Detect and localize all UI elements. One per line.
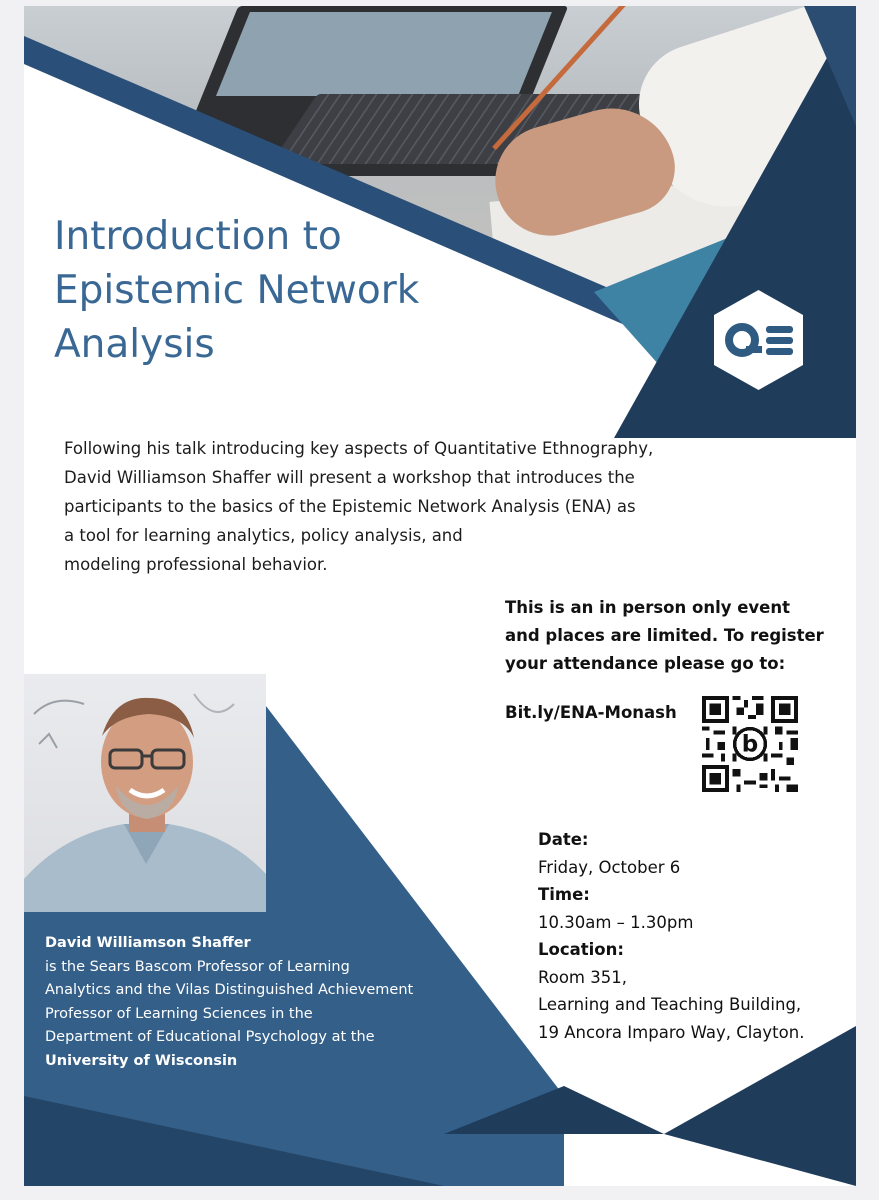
location-label: Location: [538, 940, 624, 959]
register-line: your attendance please go to: [505, 654, 786, 673]
intro-line: Following his talk introducing key aspects of Quantitative Ethnography, [64, 439, 654, 458]
bottom-right-triangle [664, 1026, 856, 1186]
qr-code-icon[interactable] [702, 696, 798, 792]
qe-logo-icon [711, 288, 806, 392]
date-value: Friday, October 6 [538, 857, 681, 877]
title-line: Introduction to [54, 214, 342, 259]
speaker-bio [45, 932, 485, 1073]
register-line: This is an in person only event [505, 598, 791, 617]
time-label: Time: [538, 885, 590, 904]
location-line: 19 Ancora Imparo Way, Clayton. [538, 1022, 805, 1042]
bio-line: Department of Educational Psychology at the [45, 1029, 375, 1045]
svg-text:b: b [741, 731, 759, 758]
location-line: Learning and Teaching Building, [538, 995, 802, 1014]
speaker-name: David Williamson Shaffer [45, 935, 251, 951]
register-notice [505, 594, 824, 678]
location-line: Room 351, [538, 967, 627, 987]
bio-line: Professor of Learning Sciences in the [45, 1005, 313, 1022]
flyer-page [24, 6, 856, 1186]
speaker-university: University of Wisconsin [45, 1052, 238, 1069]
title-line: Epistemic Network [54, 268, 420, 313]
bio-line: is the Sears Bascom Professor of Learning [45, 958, 350, 975]
register-line: and places are limited. To register [505, 626, 824, 645]
intro-line: modeling professional behavior. [64, 555, 328, 574]
speaker-portrait [24, 674, 266, 912]
register-link[interactable]: Bit.ly/ENA-Monash [505, 703, 677, 722]
bio-line: Analytics and the Vilas Distinguished Achievement [45, 982, 414, 998]
title-line: Analysis [54, 322, 215, 367]
intro-paragraph [64, 434, 714, 579]
intro-line: participants to the basics of the Epistemic Network Analysis (ENA) as [64, 497, 636, 516]
intro-line: David Williamson Shaffer will present a workshop that introduces the [64, 468, 635, 487]
date-label: Date: [538, 830, 589, 849]
page-title [54, 210, 419, 372]
intro-line: a tool for learning analytics, policy analysis, and [64, 526, 463, 545]
event-details [538, 826, 804, 1046]
time-value: 10.30am – 1.30pm [538, 912, 694, 932]
